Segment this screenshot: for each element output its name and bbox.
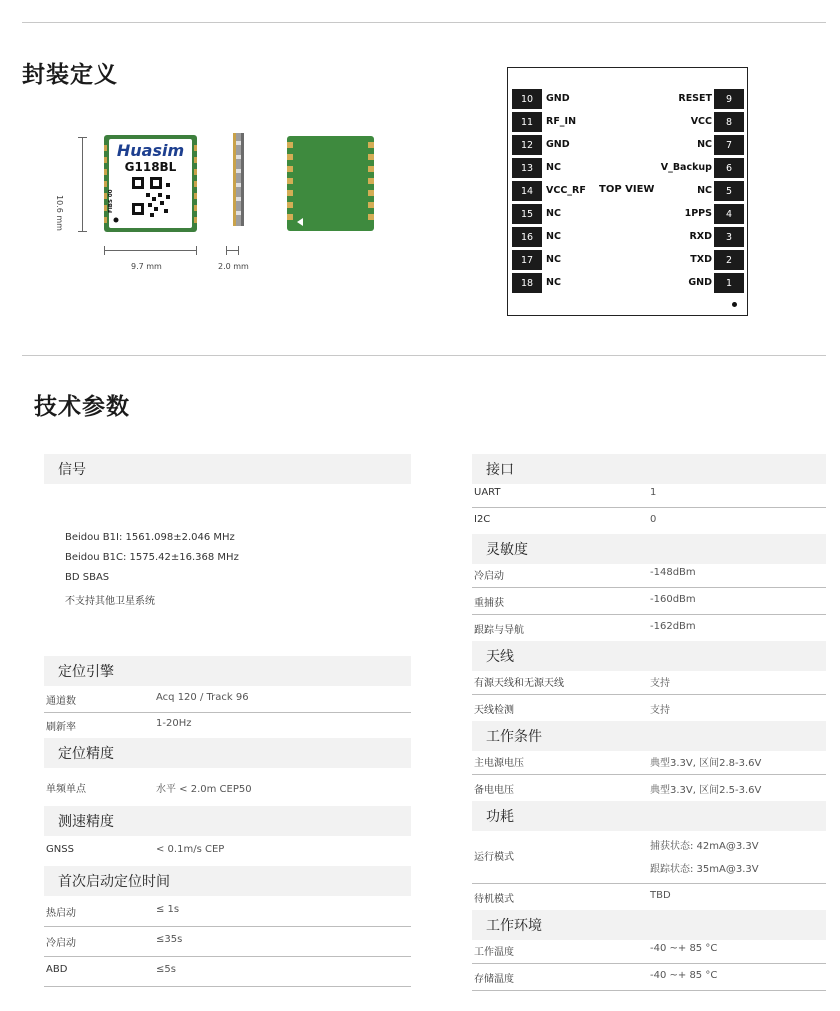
pin-number-7: 7 (714, 135, 744, 155)
pin-name-7: NC (697, 139, 712, 150)
sensitivity-header-label: 灵敏度 (486, 542, 528, 558)
pin-name-12: GND (546, 139, 570, 150)
module-back-illustration (287, 136, 374, 231)
module-front-view (104, 135, 197, 232)
spec-row-label: 主电源电压 (474, 757, 524, 769)
pin-name-2: TXD (690, 254, 712, 265)
spec-row-value: ≤ 1s (156, 904, 180, 915)
spec-row-value: -40 ~+ 85 °C (650, 942, 718, 954)
spec-row-label: 刷新率 (46, 722, 76, 733)
spec-row-value: Acq 120 / Track 96 (156, 692, 249, 703)
pin-number-3: 3 (714, 227, 744, 247)
sensitivity-header (472, 534, 826, 564)
pin-number-5: 5 (714, 181, 744, 201)
pin-name-16: NC (546, 231, 561, 242)
ttff-header-label: 首次启动定位时间 (58, 874, 170, 890)
velocity-header-label: 测速精度 (58, 814, 114, 830)
module-side-illustration (233, 133, 244, 226)
spec-row-value: 1 (650, 486, 657, 498)
ttff-header (44, 866, 411, 896)
spec-row-label: 有源天线和无源天线 (474, 677, 564, 689)
thickness-dimension-line (226, 250, 238, 251)
pin-number-11: 11 (512, 112, 542, 132)
antenna-header-label: 天线 (486, 649, 514, 665)
signal-line: Beidou B1I: 1561.098±2.046 MHz (65, 532, 235, 543)
power-header (472, 801, 826, 831)
height-dimension-label: 10.6 mm (55, 195, 64, 231)
row-divider (472, 990, 826, 991)
spec-row-label: 热启动 (46, 908, 76, 919)
pin-name-11: RF_IN (546, 116, 577, 127)
spec-row-value: TBD (650, 889, 671, 901)
pin-number-1: 1 (714, 273, 744, 293)
specs-section-title: 技术参数 (34, 394, 130, 420)
row-divider (44, 926, 411, 927)
spec-row-value: < 0.1m/s CEP (156, 844, 225, 855)
spec-row-value: 支持 (650, 704, 670, 716)
velocity-header (44, 806, 411, 836)
run-mode-tracking: 跟踪状态: 35mA@3.3V (650, 864, 759, 875)
spec-row-label: 重捕获 (474, 597, 504, 609)
pin-name-15: NC (546, 208, 561, 219)
row-divider (44, 956, 411, 957)
pin-name-4: 1PPS (684, 208, 712, 219)
pin-number-4: 4 (714, 204, 744, 224)
spec-row-value: 支持 (650, 677, 670, 689)
spec-row-label: 冷启动 (46, 938, 76, 949)
accuracy-header (44, 738, 411, 768)
pin-number-8: 8 (714, 112, 744, 132)
spec-row-label: 工作温度 (474, 946, 514, 958)
pin-number-17: 17 (512, 250, 542, 270)
interface-header-label: 接口 (486, 462, 514, 478)
accuracy-header-label: 定位精度 (58, 746, 114, 762)
signal-line: BD SBAS (65, 572, 110, 583)
thickness-dimension-tick-left (226, 246, 227, 255)
module-code: FIBS 00 (108, 189, 114, 213)
spec-row-label: 天线检测 (474, 704, 514, 716)
package-section-title: 封装定义 (22, 62, 118, 88)
pin-diagram (507, 67, 748, 316)
pin-number-2: 2 (714, 250, 744, 270)
engine-header (44, 656, 411, 686)
row-divider (472, 587, 826, 588)
spec-row-value: 典型3.3V, 区间2.5-3.6V (650, 784, 762, 796)
run-mode-label: 运行模式 (474, 852, 514, 863)
pin-name-10: GND (546, 93, 570, 104)
thickness-dimension-tick-right (238, 246, 239, 255)
pin-name-6: V_Backup (660, 162, 712, 173)
row-divider (472, 614, 826, 615)
spec-row-label: I2C (474, 513, 491, 525)
row-divider (472, 694, 826, 695)
top-divider (22, 22, 826, 23)
pin-name-13: NC (546, 162, 561, 173)
pin-name-18: NC (546, 277, 561, 288)
height-dimension-tick-bottom (78, 231, 87, 232)
pin-number-15: 15 (512, 204, 542, 224)
spec-row-label: 备电电压 (474, 784, 514, 796)
spec-row-label: GNSS (46, 844, 74, 855)
pin-name-8: VCC (690, 116, 712, 127)
pin-number-6: 6 (714, 158, 744, 178)
row-divider (44, 712, 411, 713)
pin-name-3: RXD (689, 231, 712, 242)
spec-row-label: 存储温度 (474, 973, 514, 985)
module-back-view (287, 136, 374, 231)
module-model: G118BL (124, 160, 177, 174)
row-divider (472, 883, 826, 884)
spec-row-value: 典型3.3V, 区间2.8-3.6V (650, 757, 762, 769)
middle-divider (22, 355, 826, 356)
interface-header (472, 454, 826, 484)
width-dimension-tick-left (104, 246, 105, 255)
signal-header (44, 454, 411, 484)
pin-number-18: 18 (512, 273, 542, 293)
spec-row-value: 水平 < 2.0m CEP50 (156, 784, 252, 795)
module-brand: Huasim (116, 141, 185, 160)
signal-line: 不支持其他卫星系统 (65, 596, 155, 607)
environment-header-label: 工作环境 (486, 918, 542, 934)
top-view-label: TOP VIEW (599, 184, 655, 195)
spec-row-label: ABD (46, 964, 68, 975)
antenna-header (472, 641, 826, 671)
run-mode-capture: 捕获状态: 42mA@3.3V (650, 841, 759, 852)
conditions-header (472, 721, 826, 751)
pin-name-9: RESET (678, 93, 712, 104)
pin-number-10: 10 (512, 89, 542, 109)
row-divider (472, 774, 826, 775)
width-dimension-tick-right (196, 246, 197, 255)
pin1-marker-dot (732, 302, 737, 307)
spec-row-value: 0 (650, 513, 657, 525)
pin-number-12: 12 (512, 135, 542, 155)
spec-row-label: 单频单点 (46, 784, 86, 795)
spec-row-label: 跟踪与导航 (474, 624, 524, 636)
pin-name-14: VCC_RF (546, 185, 586, 196)
spec-row-label: 待机模式 (474, 893, 514, 905)
spec-row-value: ≤5s (156, 964, 176, 975)
pin-number-9: 9 (714, 89, 744, 109)
signal-line: Beidou B1C: 1575.42±16.368 MHz (65, 552, 239, 563)
pin-number-14: 14 (512, 181, 542, 201)
spec-row-value: -160dBm (650, 593, 696, 605)
height-dimension-tick-top (78, 137, 87, 138)
row-divider (472, 507, 826, 508)
width-dimension-label: 9.7 mm (131, 262, 162, 271)
spec-row-value: 1-20Hz (156, 718, 192, 729)
module-side-view (233, 133, 244, 226)
row-divider (44, 986, 411, 987)
pin-name-5: NC (697, 185, 712, 196)
height-dimension-line (82, 137, 83, 232)
spec-row-value: -40 ~+ 85 °C (650, 969, 718, 981)
spec-row-value: -148dBm (650, 566, 696, 578)
engine-header-label: 定位引擎 (58, 664, 114, 680)
spec-row-label: 冷启动 (474, 570, 504, 582)
pin-name-17: NC (546, 254, 561, 265)
spec-row-value: -162dBm (650, 620, 696, 632)
width-dimension-line (104, 250, 197, 251)
spec-row-value: ≤35s (156, 934, 183, 945)
pin-name-1: GND (688, 277, 712, 288)
conditions-header-label: 工作条件 (486, 729, 542, 745)
row-divider (472, 963, 826, 964)
spec-row-label: 通道数 (46, 696, 76, 707)
pin-number-13: 13 (512, 158, 542, 178)
power-header-label: 功耗 (486, 809, 514, 825)
thickness-dimension-label: 2.0 mm (218, 262, 249, 271)
spec-row-label: UART (474, 486, 501, 498)
environment-header (472, 910, 826, 940)
pin-number-16: 16 (512, 227, 542, 247)
signal-header-label: 信号 (58, 462, 86, 478)
